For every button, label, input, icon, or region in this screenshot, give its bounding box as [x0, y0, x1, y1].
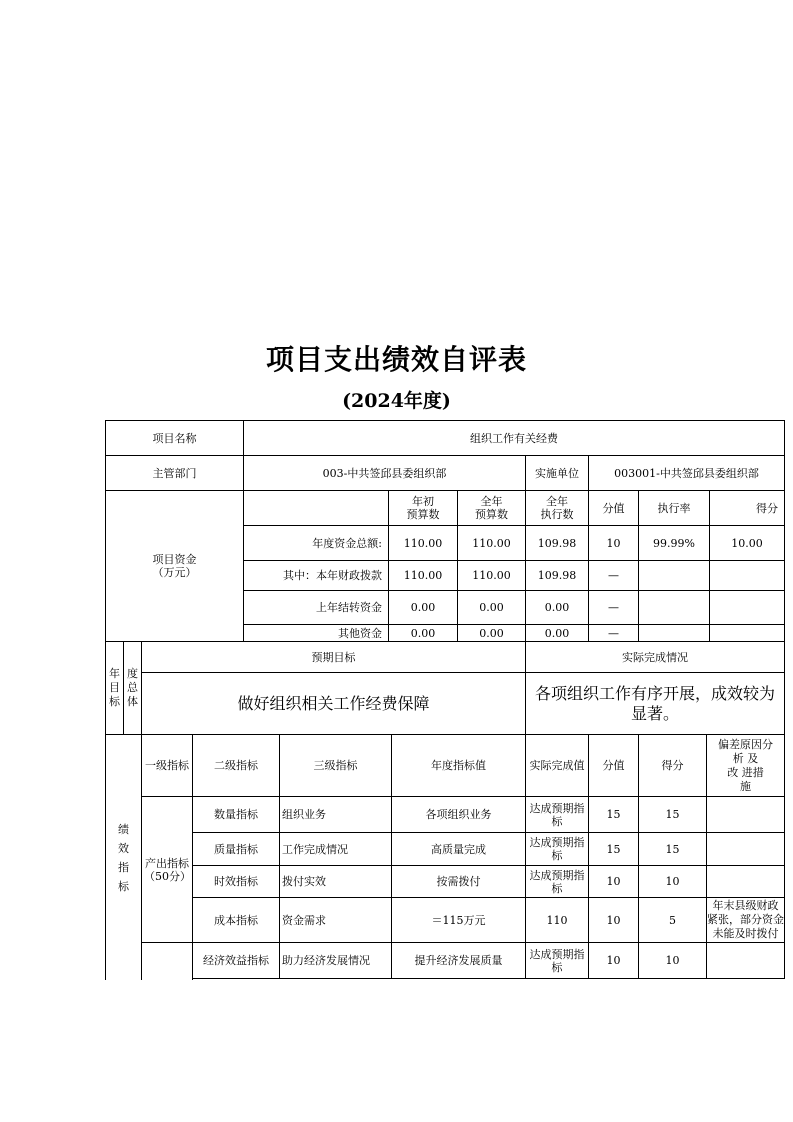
expected-target-text: 做好组织相关工作经费保障	[141, 672, 526, 735]
actual-result-text: 各项组织工作有序开展，成效较为显著。	[525, 672, 785, 735]
actual-result-header: 实际完成情况	[525, 641, 785, 673]
ind-header-l1: 一级指标	[141, 734, 193, 797]
ind-header-score: 分值	[588, 734, 639, 797]
fund-row-v2: 0.00	[457, 590, 526, 625]
fund-row-v3: 109.98	[525, 525, 589, 561]
fund-row-rate: 99.99%	[638, 525, 710, 561]
ind-row-note	[706, 865, 785, 898]
annual-target-label-col1: 年 目 标	[105, 641, 124, 735]
ind-row-l2: 经济效益指标	[192, 942, 280, 979]
fund-row-rate	[638, 590, 710, 625]
ind-row-score: 10	[588, 865, 639, 898]
ind-row-actual: 110	[525, 897, 589, 943]
output-group-label: 产出指标 （50分）	[141, 796, 193, 943]
fund-row-got	[709, 590, 785, 625]
fund-row-score: —	[588, 590, 639, 625]
ind-row-score: 15	[588, 832, 639, 866]
ind-row-target: 各项组织业务	[391, 796, 526, 833]
ind-row-score: 15	[588, 796, 639, 833]
annual-target-label-col2: 度 总 体	[123, 641, 142, 735]
fund-row-label: 其他资金	[243, 624, 389, 642]
ind-row-l2: 成本指标	[192, 897, 280, 943]
fund-row-v1: 0.00	[388, 590, 458, 625]
expected-target-header: 预期目标	[141, 641, 526, 673]
fund-row-label: 其中：本年财政拨款	[243, 560, 389, 591]
fund-row-rate	[638, 560, 710, 591]
fund-row-score: 10	[588, 525, 639, 561]
ind-row-note	[706, 942, 785, 979]
header-annual-budget: 全年 预算数	[457, 490, 526, 526]
fund-row-got	[709, 624, 785, 642]
fund-row-rate	[638, 624, 710, 642]
ind-row-actual: 达成预期指 标	[525, 865, 589, 898]
ind-row-target: 按需拨付	[391, 865, 526, 898]
ind-header-note: 偏差原因分 析 及 改 进措 施	[706, 734, 785, 797]
fund-row-score: —	[588, 560, 639, 591]
ind-row-got: 15	[638, 796, 707, 833]
ind-row-note	[706, 796, 785, 833]
ind-row-l3: 组织业务	[279, 796, 392, 833]
fund-row-v2: 110.00	[457, 525, 526, 561]
ind-row-l3: 工作完成情况	[279, 832, 392, 866]
fund-row-v1: 0.00	[388, 624, 458, 642]
fund-row-v1: 110.00	[388, 525, 458, 561]
indicators-side-label: 绩 效 指 标	[105, 734, 142, 980]
header-exec-rate: 执行率	[638, 490, 710, 526]
ind-row-target: 提升经济发展质量	[391, 942, 526, 979]
dept-label: 主管部门	[105, 455, 244, 491]
ind-row-l2: 质量指标	[192, 832, 280, 866]
header-executed: 全年 执行数	[525, 490, 589, 526]
ind-row-note: 年末县级财政 紧张，部分资金 未能及时拨付	[706, 897, 785, 943]
header-got: 得分	[709, 490, 785, 526]
fund-row-label: 年度资金总额:	[243, 525, 389, 561]
ind-header-actual: 实际完成值	[525, 734, 589, 797]
funds-header-blank	[243, 490, 389, 526]
fund-row-v1: 110.00	[388, 560, 458, 591]
ind-row-l3: 助力经济发展情况	[279, 942, 392, 979]
fund-row-label: 上年结转资金	[243, 590, 389, 625]
ind-header-l3: 三级指标	[279, 734, 392, 797]
ind-row-l3: 拨付实效	[279, 865, 392, 898]
project-name-value: 组织工作有关经费	[243, 420, 785, 456]
fund-row-score: —	[588, 624, 639, 642]
page-subtitle: (2024年度)	[342, 390, 451, 412]
ind-row-score: 10	[588, 942, 639, 979]
ind-row-got: 5	[638, 897, 707, 943]
ind-row-l2: 时效指标	[192, 865, 280, 898]
ind-row-note	[706, 832, 785, 866]
ind-header-target: 年度指标值	[391, 734, 526, 797]
ind-row-got: 15	[638, 832, 707, 866]
ind-row-actual: 达成预期指 标	[525, 832, 589, 866]
ind-row-l2: 数量指标	[192, 796, 280, 833]
fund-row-v3: 0.00	[525, 590, 589, 625]
ind-row-target: ＝115万元	[391, 897, 526, 943]
ind-row-target: 高质量完成	[391, 832, 526, 866]
ind-row-l3: 资金需求	[279, 897, 392, 943]
header-initial-budget: 年初 预算数	[388, 490, 458, 526]
ind-row-score: 10	[588, 897, 639, 943]
project-name-label: 项目名称	[105, 420, 244, 456]
page-title: 项目支出绩效自评表	[265, 343, 527, 376]
ind-header-got: 得分	[638, 734, 707, 797]
ind-header-l2: 二级指标	[192, 734, 280, 797]
benefit-group-label	[141, 942, 193, 980]
dept-value: 003-中共签邱县委组织部	[243, 455, 526, 491]
ind-row-actual: 达成预期指 标	[525, 942, 589, 979]
fund-row-v2: 110.00	[457, 560, 526, 591]
funds-label: 项目资金 （万元）	[105, 490, 244, 642]
fund-row-v3: 109.98	[525, 560, 589, 591]
fund-row-got	[709, 560, 785, 591]
ind-row-actual: 达成预期指 标	[525, 796, 589, 833]
impl-value: 003001-中共签邱县委组织部	[588, 455, 785, 491]
fund-row-got: 10.00	[709, 525, 785, 561]
header-score: 分值	[588, 490, 639, 526]
ind-row-got: 10	[638, 942, 707, 979]
impl-label: 实施单位	[525, 455, 589, 491]
self-evaluation-table	[106, 421, 785, 981]
fund-row-v2: 0.00	[457, 624, 526, 642]
fund-row-v3: 0.00	[525, 624, 589, 642]
ind-row-got: 10	[638, 865, 707, 898]
